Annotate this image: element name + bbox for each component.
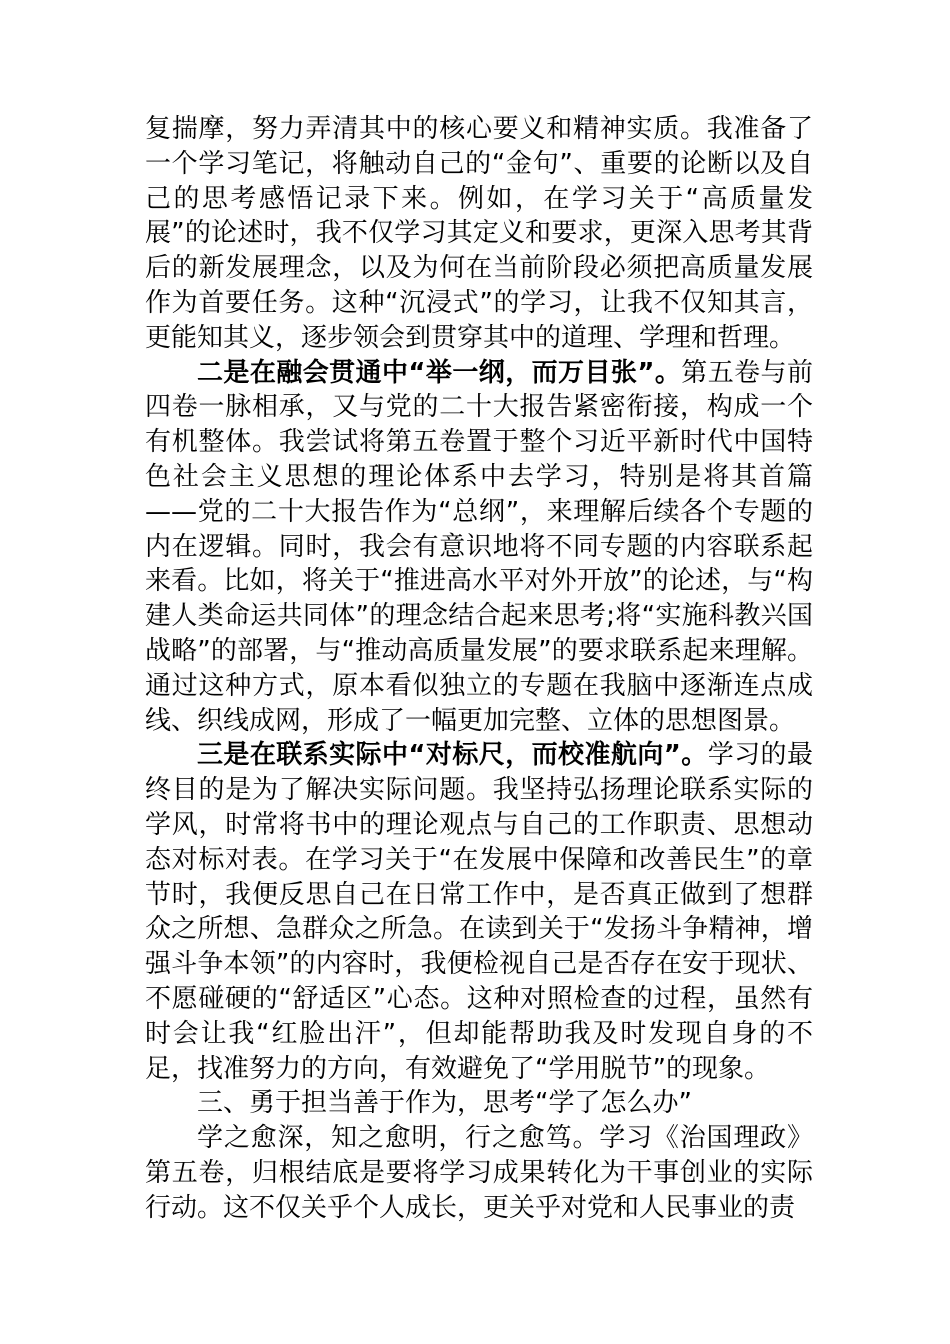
paragraph-text: 复揣摩，努力弄清其中的核心要义和精神实质。我准备了一个学习笔记，将触动自己的“金句”、重要的论断以及自己的思考感悟记录下来。例如，在学习关于“高质量发展”的论述时，我不仅学习其定义和要求，更深入思考其背后的新发展理念，以及为何在当前阶段必须把高质量发展作为首要任务。这种“沉浸式”的学习，让我不仅知其言，更能知其义，逐步领会到贯穿其中的道理、学理和哲理。 [145,114,813,353]
paragraph-section-intro [145,1121,813,1225]
paragraph-lead: 二是在融会贯通中“举一纲，而万目张”。 [197,357,682,388]
section-heading-text: 三、勇于担当善于作为，思考“学了怎么办” [197,1088,692,1119]
document-body [145,112,813,1226]
paragraph-point-three [145,738,813,1086]
section-heading [145,1086,813,1121]
paragraph-point-two [145,356,813,739]
paragraph-text: 第五卷与前四卷一脉相承，又与党的二十大报告紧密衔接，构成一个有机整体。我尝试将第五卷置于整个习近平新时代中国特色社会主义思想的理论体系中去学习，特别是将其首篇——党的二十大报告作为“总纲”，来理解后续各个专题的内在逻辑。同时，我会有意识地将不同专题的内容联系起来看。比如，将关于“推进高水平对外开放”的论述，与“构建人类命运共同体”的理念结合起来思考;将“实施科教兴国战略”的部署，与“推动高质量发展”的要求联系起来理解。通过这种方式，原本看似独立的专题在我脑中逐渐连点成线、织线成网，形成了一幅更加完整、立体的思想图景。 [145,357,813,736]
paragraph-text: 学习的最终目的是为了解决实际问题。我坚持弘扬理论联系实际的学风，时常将书中的理论观点与自己的工作职责、思想动态对标对表。在学习关于“在发展中保障和改善民生”的章节时，我便反思自己在日常工作中，是否真正做到了想群众之所想、急群众之所急。在读到关于“发扬斗争精神，增强斗争本领”的内容时，我便检视自己是否存在安于现状、不愿碰硬的“舒适区”心态。这种对照检查的过程，虽然有时会让我“红脸出汗”，但却能帮助我及时发现自身的不足，找准努力的方向，有效避免了“学用脱节”的现象。 [145,740,813,1084]
paragraph-lead: 三是在联系实际中“对标尺，而校准航向”。 [197,740,708,771]
paragraph-continuation [145,112,813,356]
paragraph-text: 学之愈深，知之愈明，行之愈笃。学习《治国理政》第五卷，归根结底是要将学习成果转化为干事创业的实际行动。这不仅关乎个人成长，更关乎对党和人民事业的责 [145,1123,813,1223]
